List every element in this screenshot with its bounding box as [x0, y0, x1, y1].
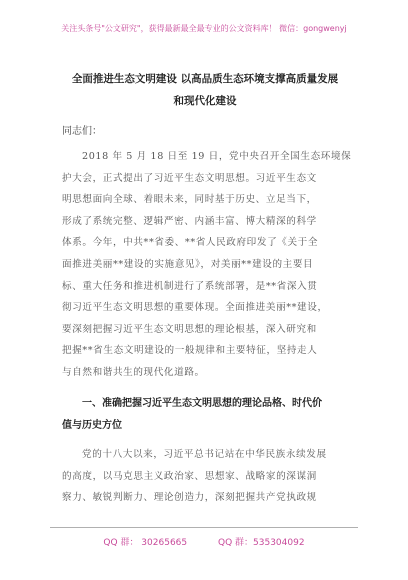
text-line: 要深刻把握习近平生态文明思想的理论根基，深入研究和 — [62, 323, 317, 335]
text-line: 形成了系统完整、逻辑严密、内涵丰富、博大精深的科学 — [62, 215, 317, 227]
heading-line: 值与历史方位 — [62, 420, 122, 431]
text-line: 面推进美丽**建设的实施意见》，对美丽**建设的主要目 — [62, 258, 314, 270]
paragraph-intro — [62, 146, 352, 384]
text-line: 2018 年 5 月 18 日至 19 日，党中央召开全国生态环境保 — [82, 151, 352, 162]
text-line: 把握**省生态文明建设的一般规律和主要特征，坚持走人 — [62, 345, 318, 357]
footer-qq-group-2: QQ 群：535304092 — [218, 538, 305, 548]
footer-divider — [50, 527, 358, 528]
footer — [0, 535, 408, 548]
document-title-line-1: 全面推进生态文明建设 以高品质生态环境支撑高质量发展 — [71, 73, 339, 85]
header-banner: 关注头条号"公文研究"，获得最新最全最专业的公文资料库！ 微信：gongwenyj — [61, 24, 347, 33]
text-line: 护大会，正式提出了习近平生态文明思想。习近平生态文 — [62, 172, 317, 184]
footer-qq-group-1: QQ 群： 30265665 — [103, 538, 188, 548]
text-line: 标、重大任务和推进机制进行了系统部署，是**省深入贯 — [62, 280, 318, 292]
text-line: 彻习近平生态文明思想的重要体现。全面推进美丽**建设， — [62, 302, 328, 314]
text-line: 明思想面向全球、着眼未来，同时基于历史、立足当下， — [62, 194, 317, 206]
section-heading-1 — [62, 393, 352, 437]
document-title-line-2: 和现代化建设 — [173, 95, 237, 107]
paragraph-section-1 — [62, 444, 352, 509]
text-line: 党的十八大以来，习近平总书记站在中华民族永续发展 — [82, 449, 327, 460]
text-line: 察力、敏锐判断力、理论创造力，深刻把握共产党执政规 — [62, 492, 317, 504]
heading-line: 一、准确把握习近平生态文明思想的理论品格、时代价 — [82, 398, 322, 409]
salutation: 同志们： — [62, 126, 102, 137]
text-line: 体系。今年，中共**省委、**省人民政府印发了《关于全 — [62, 237, 319, 249]
text-line: 与自然和谐共生的现代化道路。 — [62, 366, 205, 378]
text-line: 的高度，以马克思主义政治家、思想家、战略家的深谋洞 — [62, 470, 317, 482]
